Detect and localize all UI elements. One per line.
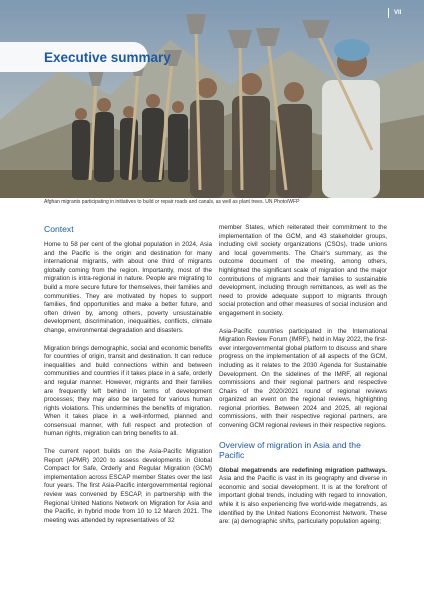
overview-lead: Global megatrends are redefining migration pathways.: [219, 466, 387, 474]
page-number: VII: [388, 8, 401, 18]
workers-photo-illustration: [0, 0, 424, 198]
context-paragraph-1: Home to 58 per cent of the global population in 2024, Asia and the Pacific is the origin and destination for many international migrants, with about one third of migrants globally coming from the region. Importantly, most of the migration is intra-regional in nature. People are migrating to build a more secure future for themselves, their families and communities. They are motivated by hopes to support families, find opportunities and make a better future, and often driven by, among others, poverty unsustainable development, discrimination, inequalities, conflicts, climate change, environmental degradation and disasters.: [44, 241, 212, 334]
right-column: [219, 224, 387, 536]
context-paragraph-5: Asia-Pacific countries participated in the International Migration Review Forum (IMRF), held in May 2022, the first-ever intergovernmental global platform to discuss and share progress on the implementation of all aspects of the GCM, including as it relates to the 2030 Agenda for Sustainable Development. On the sidelines of the IMRF, all regional commissions and their regional partners and respective Chairs of the 2020/2021 round of regional reviews organized an event on the regional reviews, highlighting regional priorities. Between 2024 and 2025, all regional commissions, with their respective regional partners, are convening GCM regional reviews in their respective regions.: [219, 327, 387, 430]
context-paragraph-3: The current report builds on the Asia-Pacific Migration Report (APMR) 2020 to assess developments in Global Compact for Safe, Orderly and Regular Migration (GCM) implementation across ESCAP member States over the last four years. The first Asia-Pacific intergovernmental regional review was convened by ESCAP, in partnership with the Regional United Nations Network on Migration for Asia and the Pacific, in hybrid mode from 10 to 12 March 2021. The meeting was attended by representatives of 32: [44, 448, 212, 524]
overview-text: Asia and the Pacific is vast in its geography and diverse in economic and social development. It is at the forefront of important global trends, including with regard to innovation, while it is also experiencing five world-wide megatrends, as identified by the United Nations Economist Network. These are: (a) demographic shifts, particularly population ageing;: [219, 475, 387, 526]
context-heading: Context: [44, 224, 74, 234]
left-column: [44, 224, 212, 534]
context-paragraph-4: member States, which reiterated their commitment to the implementation of the GCM, and 43 stakeholder groups, including civil society organizations (CSOs), trade unions and local governments. The Chair's summary, as the outcome document of the meeting, among others, highlighted the significant scale of migration and the major contributions of migrants and their families to sustainable development, including through remittances, as well as the need to provide adequate support to migrants through social protection and other measures of social inclusion and engagement in society.: [219, 224, 387, 317]
page-title: Executive summary: [44, 50, 171, 65]
hero-image: [0, 0, 424, 198]
overview-heading: Overview of migration in Asia and the Pacific: [219, 439, 361, 460]
overview-paragraph: [219, 467, 387, 527]
context-paragraph-2: Migration brings demographic, social and economic benefits for countries of origin, transit and destination. It can reduce inequalities and build connections within and between communities and countries if it takes place in a safe, orderly and regular manner. However, migrants and their families are frequently left behind in terms of development processes; they may also be targeted for various human rights violations. This undermines the benefits of migration. When it takes place in a well-informed, planned and consensual manner, with full respect and protection of human rights, migration can bring benefits to all.: [44, 344, 212, 438]
photo-caption: Afghan migrants participating in initiatives to build or repair roads and canals, as well as plant trees. UN Photo/WFP: [44, 199, 300, 205]
